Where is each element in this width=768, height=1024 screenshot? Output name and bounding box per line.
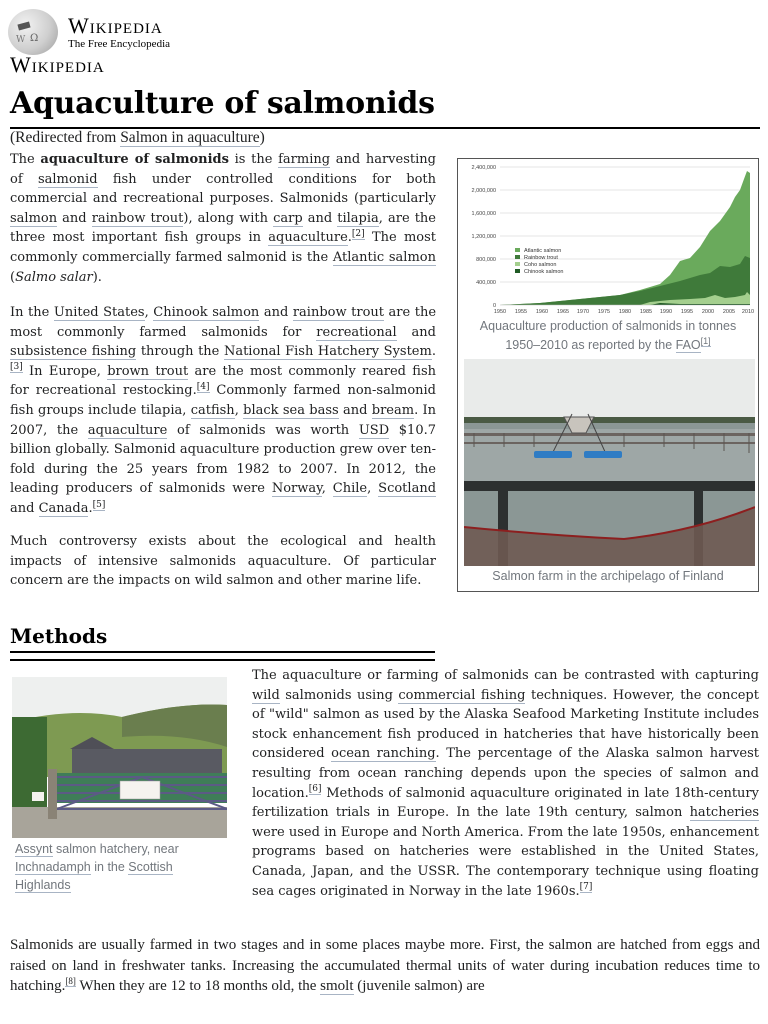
link-bream[interactable]: bream [371,402,415,418]
redirect-link[interactable]: Salmon in aquaculture [120,129,260,146]
svg-text:2000: 2000 [701,309,715,315]
ref-6[interactable]: [6] [308,784,322,795]
link-smolt[interactable]: smolt [320,978,354,994]
link-salmon[interactable]: salmon [10,210,58,226]
intro-paragraph-1: The aquaculture of salmonids is the farming and harvesting of salmonid fish under controlled conditions for both commercial and recreational purposes. Salmonids (particularly salmon and rainbow trout), along with carp and tilapia, are the three most important fish groups in aquaculture.[2] The most commonly commercially farmed salmonid is the Atlantic salmon (Salmo salar). [10,152,436,285]
ref-4[interactable]: [4] [196,382,210,393]
svg-text:1970: 1970 [576,309,590,315]
link-hatcheries[interactable]: hatcheries [689,805,759,821]
link-atlantic-salmon[interactable]: Atlantic salmon [332,249,436,265]
svg-text:Rainbow trout: Rainbow trout [524,255,558,261]
photo-caption: Salmon farm in the archipelago of Finland [492,569,724,583]
link-recreational[interactable]: recreational [316,324,397,340]
svg-text:800,000: 800,000 [476,257,496,263]
link-salmonid[interactable]: salmonid [37,171,98,187]
link-inchnadamph[interactable]: Inchnadamph [15,860,91,874]
link-scottish-highlands[interactable]: Scottish Highlands [15,860,173,892]
link-wild[interactable]: wild [252,687,280,703]
link-chinook-salmon[interactable]: Chinook salmon [153,305,260,320]
wikipedia-globe-icon: Ω W [8,9,58,55]
link-usd[interactable]: USD [358,422,390,438]
link-commercial-fishing[interactable]: commercial fishing [398,687,526,703]
svg-text:1,600,000: 1,600,000 [471,211,496,217]
link-aquaculture[interactable]: aquaculture [268,230,348,246]
methods-paragraph-1: The aquaculture or farming of salmonids can be contrasted with capturing wild salmonids using commercial fishing techniques. However, the concept of "wild" salmon as used by the Alaska Seafood Marketing Institute includes stock enhancement fish produced in hatcheries that have historically been considered ocean ranching. The percentage of the Alaska salmon harvest resulting from ocean ranching depends upon the species of salmon and location.[6] Methods of salmonid aquaculture originated in late 18th-century fertilization trials in Europe. In the late 19th century, salmon hatcheries were used in Europe and North America. From the late 1950s, enhancement programs based on hatcheries were established in the United States, Canada, Japan, and the USSR. The contemporary technique using floating sea cages originated in Norway in the late 1960s.[7] [252,668,759,899]
link-ocean-ranching[interactable]: ocean ranching [331,746,436,762]
svg-text:1960: 1960 [535,309,549,315]
link-national-fish-hatchery-system[interactable]: National Fish Hatchery System [223,344,432,360]
link-united-states[interactable]: United States [53,305,145,320]
production-chart[interactable] [464,163,756,319]
svg-text:2,000,000: 2,000,000 [471,188,496,194]
link-farming[interactable]: farming [278,152,331,167]
link-assynt[interactable]: Assynt [15,842,53,856]
wordmark: Wikipedia [68,12,163,38]
ref-1[interactable]: [1] [700,335,711,346]
svg-text:1990: 1990 [659,309,673,315]
page-title: Aquaculture of salmonids [10,86,435,121]
svg-text:1975: 1975 [597,309,611,315]
ref-3[interactable]: [3] [10,362,23,373]
ref-5[interactable]: [5] [92,499,106,510]
svg-text:1985: 1985 [639,309,653,315]
methods-rule-1 [10,651,435,653]
link-catfish[interactable]: catfish [190,402,235,418]
link-scotland[interactable]: Scotland [378,481,437,497]
intro-paragraph-2: In the United States, Chinook salmon and rainbow trout are the most commonly farmed salmonids for recreational and subsistence fishing through the National Fish Hatchery System.[3] In Europe, brown trout are the most commonly reared fish for recreational restocking.[4] Commonly farmed non-salmonid fish groups include tilapia, catfish, black sea bass and bream. In 2007, the aquaculture of salmonids was worth USD $10.7 billion globally. Salmonid aquaculture production grew over ten-fold during the 25 years from 1982 to 2007. In 2012, the leading producers of salmonids were Norway, Chile, Scotland and Canada.[5] [10,305,437,516]
svg-text:1965: 1965 [556,309,570,315]
ref-7[interactable]: [7] [579,882,593,893]
hatchery-photo[interactable] [12,677,227,838]
link-rainbow-trout-2[interactable]: rainbow trout [292,305,384,320]
link-rainbow-trout[interactable]: rainbow trout [91,210,184,226]
svg-text:1980: 1980 [618,309,632,315]
ref-2[interactable]: [2] [351,229,365,240]
svg-text:2010: 2010 [741,309,755,315]
infobox-figures [457,158,759,592]
svg-text:Atlantic salmon: Atlantic salmon [524,248,562,254]
svg-text:1955: 1955 [514,309,528,315]
svg-text:1995: 1995 [680,309,694,315]
link-norway[interactable]: Norway [271,481,322,497]
methods-rule-2 [10,659,435,661]
methods-paragraph-2: Salmonids are usually farmed in two stages and in some places maybe more. First, the salmon are hatched from eggs and raised on land in freshwater tanks. Increasing the accumulated thermal units of water during incubation reduces time to hatching.[8] When they are 12 to 18 months old, the smolt (juvenile salmon) are [10,937,760,994]
link-brown-trout[interactable]: brown trout [107,363,189,379]
link-tilapia[interactable]: tilapia [337,210,379,226]
section-heading-methods: Methods [10,624,108,648]
link-chile[interactable]: Chile [332,481,368,497]
link-subsistence-fishing[interactable]: subsistence fishing [10,344,137,360]
redirect-notice: (Redirected from Salmon in aquaculture) [10,129,265,146]
link-carp[interactable]: carp [273,210,303,226]
link-fao[interactable]: FAO [675,338,701,352]
wordmark-secondary: Wikipedia [10,52,105,77]
svg-text:2,400,000: 2,400,000 [471,165,496,171]
intro-paragraph-3: Much controversy exists about the ecological and health impacts of intensive salmonids aquaculture. Of particular concern are the impacts on wild salmon and other marine life. [10,534,436,589]
tagline: The Free Encyclopedia [68,37,171,50]
svg-text:Chinook salmon: Chinook salmon [524,269,564,275]
svg-text:0: 0 [492,303,496,309]
svg-text:Coho salmon: Coho salmon [524,262,557,268]
svg-text:1,200,000: 1,200,000 [471,234,496,240]
link-black-sea-bass[interactable]: black sea bass [243,402,339,418]
svg-text:1950: 1950 [493,309,507,315]
link-canada[interactable]: Canada [38,500,89,516]
svg-text:2005: 2005 [722,309,736,315]
hatchery-caption: Assynt salmon hatchery, near Inchnadamph in the Scottish Highlands [15,842,179,892]
link-aquaculture-2[interactable]: aquaculture [87,422,168,438]
svg-text:400,000: 400,000 [476,280,496,286]
salmon-farm-photo[interactable] [464,359,755,566]
ref-8[interactable]: [8] [65,976,76,986]
wikipedia-logo[interactable] [8,8,170,56]
chart-caption: Aquaculture production of salmonids in tonnes 1950–2010 as reported by the FAO[1] [479,319,737,352]
